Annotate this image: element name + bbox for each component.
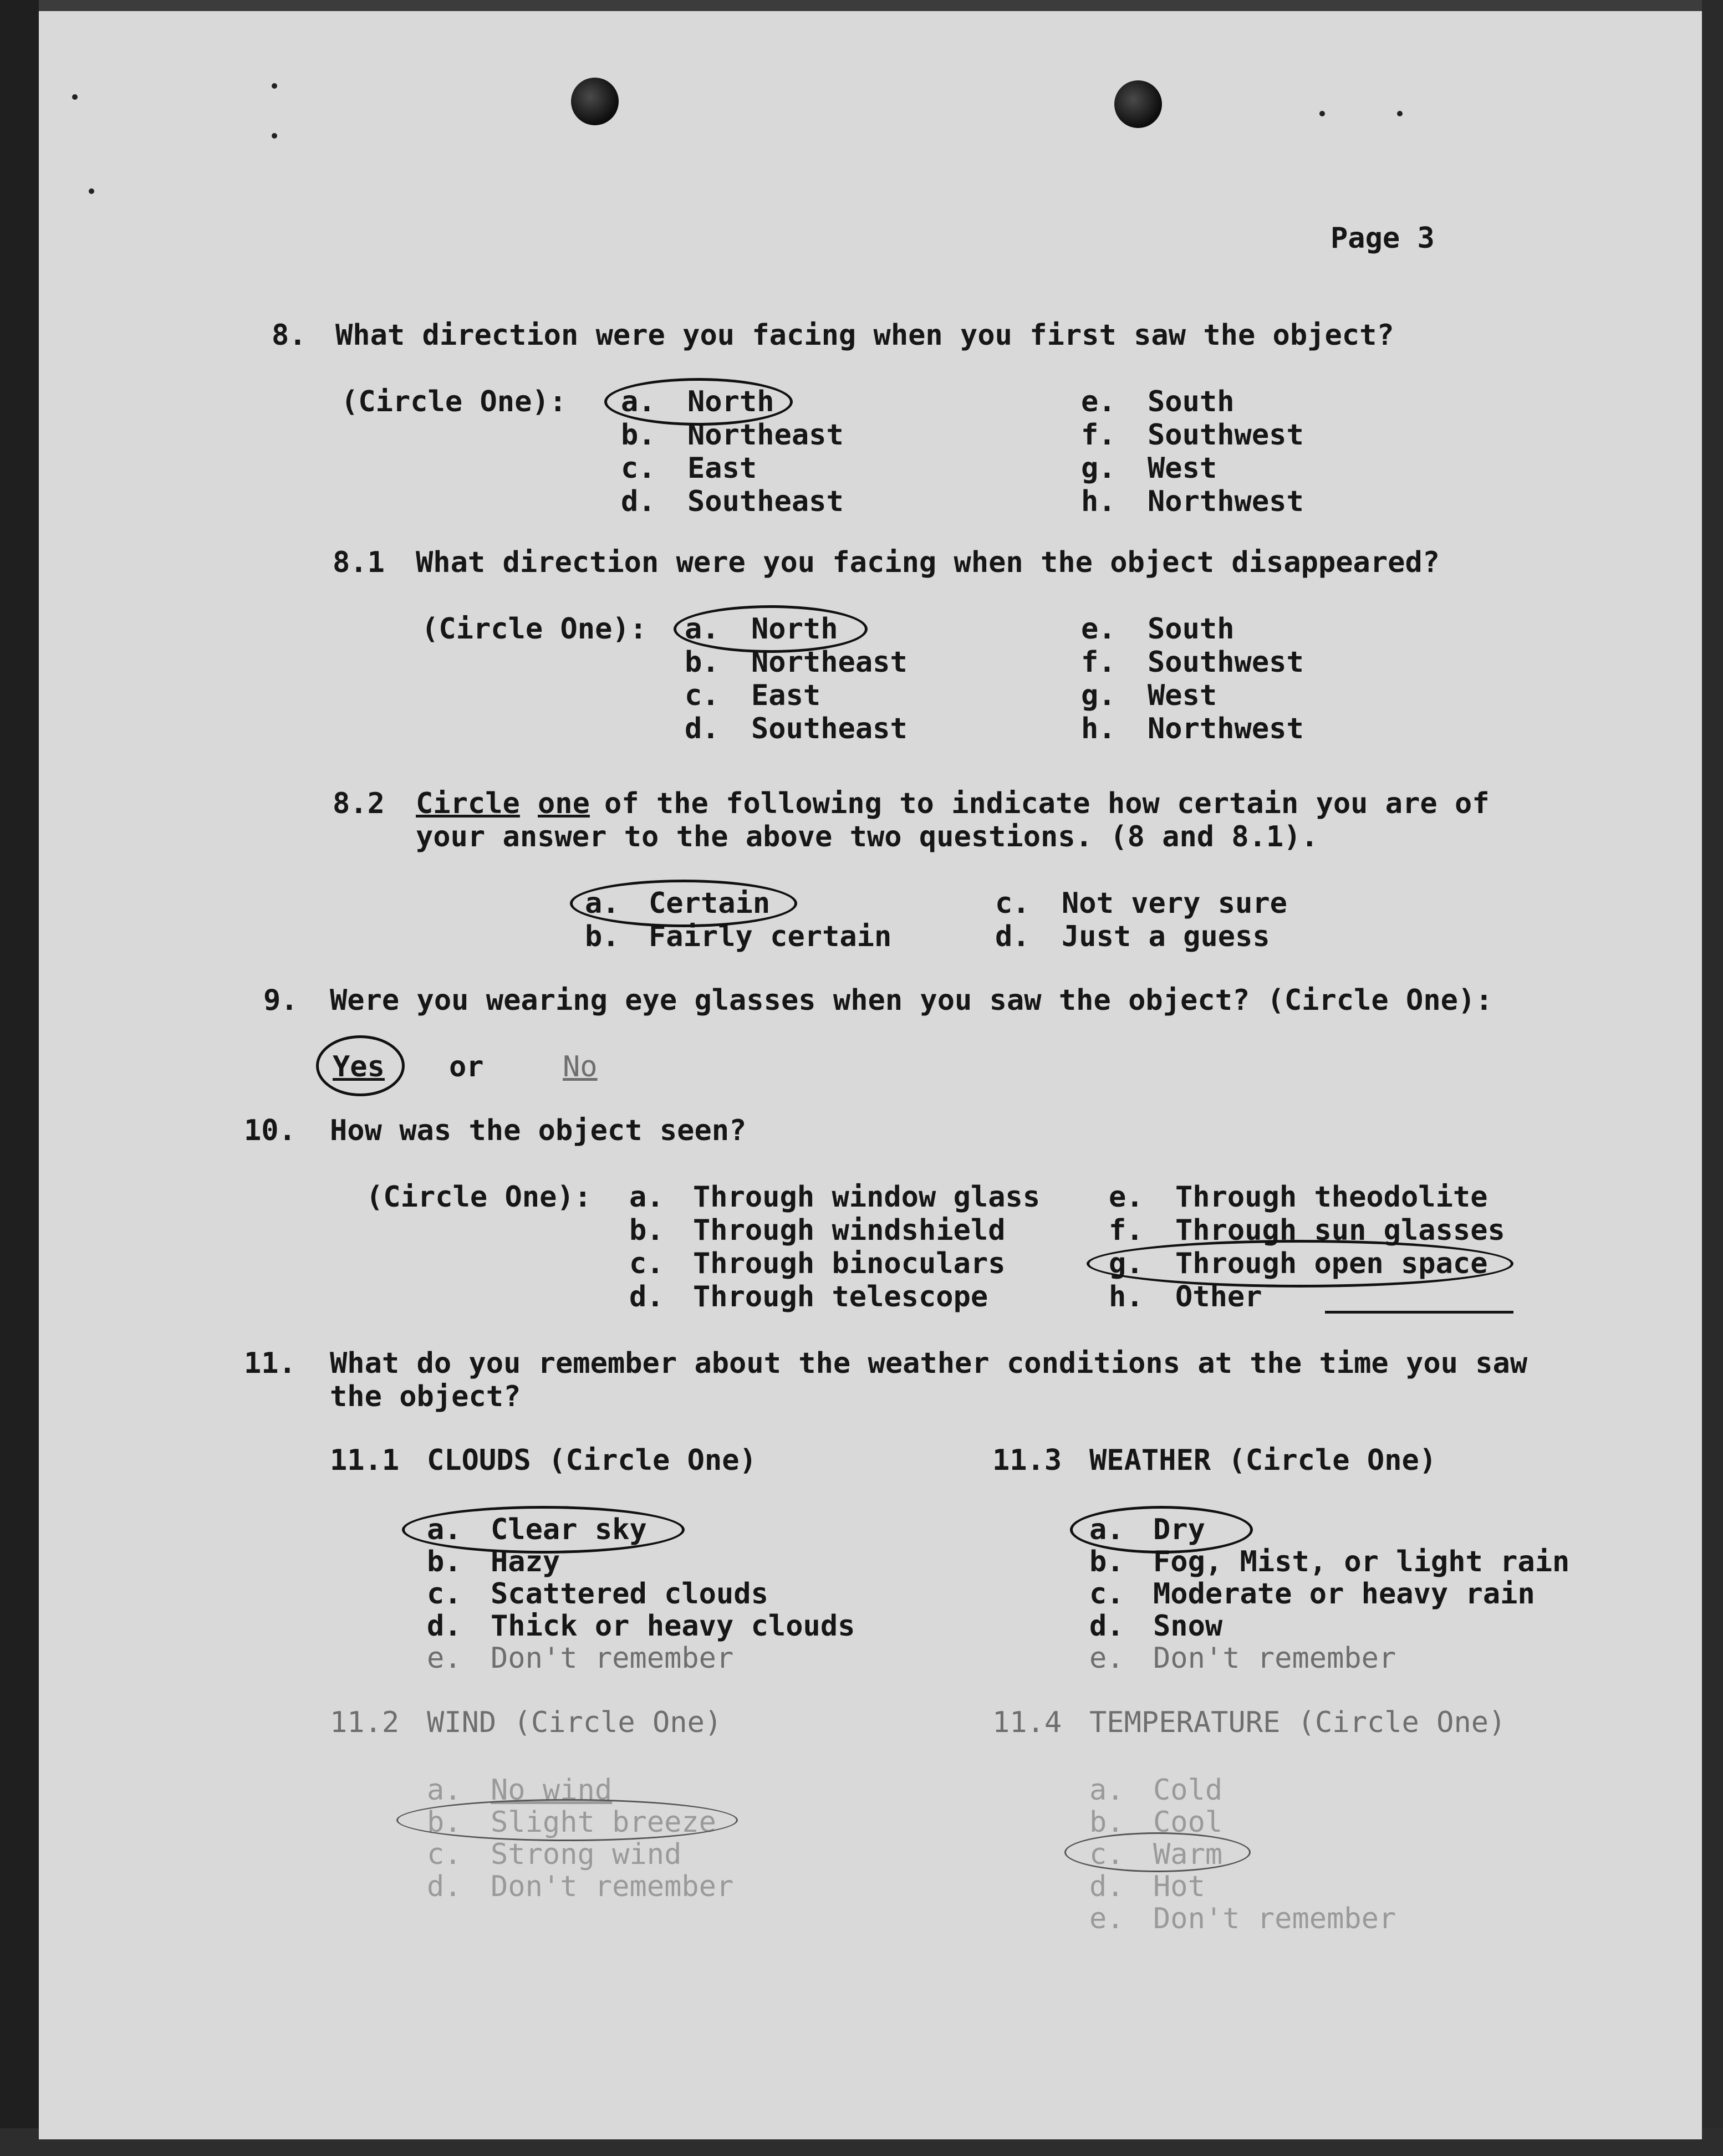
option-east[interactable]: East xyxy=(751,679,821,712)
question-text: What direction were you facing when the object disappeared? xyxy=(416,546,1440,579)
option-letter: c. xyxy=(427,1577,462,1611)
option-snow[interactable]: Snow xyxy=(1153,1610,1223,1643)
option-letter: h. xyxy=(1109,1280,1144,1314)
option-moderate-rain[interactable]: Moderate or heavy rain xyxy=(1153,1577,1535,1611)
selection-circle xyxy=(1064,1832,1251,1872)
option-letter: b. xyxy=(427,1545,462,1578)
option-no-wind[interactable]: No wind xyxy=(491,1774,613,1807)
option-thick-clouds[interactable]: Thick or heavy clouds xyxy=(491,1610,855,1643)
option-letter: d. xyxy=(621,485,656,518)
option-letter: a. xyxy=(629,1181,664,1214)
option-letter: e. xyxy=(427,1642,462,1675)
page-number: Page 3 xyxy=(1331,222,1435,255)
option-clear-sky[interactable]: Clear sky xyxy=(491,1513,647,1546)
question-number: 9. xyxy=(263,984,298,1017)
option-fog-mist[interactable]: Fog, Mist, or light rain xyxy=(1153,1545,1570,1578)
option-dont-remember[interactable]: Don't remember xyxy=(1153,1902,1396,1935)
instruction: (Circle One): xyxy=(341,385,567,418)
option-letter: e. xyxy=(1089,1642,1124,1675)
option-letter: c. xyxy=(1089,1838,1124,1871)
option-windshield[interactable]: Through windshield xyxy=(693,1214,1006,1247)
scan-speck xyxy=(272,83,277,89)
option-letter: a. xyxy=(585,887,620,920)
question-text: your answer to the above two questions. (8 and 8.1). xyxy=(416,820,1318,854)
option-letter: d. xyxy=(427,1610,462,1643)
option-window-glass[interactable]: Through window glass xyxy=(693,1181,1041,1214)
option-southeast[interactable]: Southeast xyxy=(687,485,844,518)
option-letter: f. xyxy=(1081,646,1116,679)
document-page xyxy=(39,11,1702,2139)
punch-hole-left xyxy=(571,78,619,125)
other-blank-line[interactable] xyxy=(1325,1311,1513,1314)
selection-circle xyxy=(1087,1240,1513,1288)
option-southwest[interactable]: Southwest xyxy=(1148,418,1304,452)
option-letter: a. xyxy=(685,612,720,646)
option-letter: g. xyxy=(1081,452,1116,485)
option-east[interactable]: East xyxy=(687,452,757,485)
subsection-number: 11.1 xyxy=(330,1444,400,1477)
scan-speck xyxy=(272,133,277,139)
option-letter: g. xyxy=(1109,1247,1144,1280)
option-letter: g. xyxy=(1081,679,1116,712)
option-theodolite[interactable]: Through theodolite xyxy=(1175,1181,1488,1214)
subsection-number: 11.2 xyxy=(330,1706,400,1739)
option-letter: f. xyxy=(1081,418,1116,452)
scan-speck xyxy=(89,188,94,194)
option-letter: b. xyxy=(1089,1545,1124,1578)
option-southwest[interactable]: Southwest xyxy=(1148,646,1304,679)
option-certain[interactable]: Certain xyxy=(649,887,771,920)
option-letter: b. xyxy=(629,1214,664,1247)
option-warm[interactable]: Warm xyxy=(1153,1838,1223,1871)
question-text: What do you remember about the weather conditions at the time you saw xyxy=(330,1347,1528,1380)
option-dry[interactable]: Dry xyxy=(1153,1513,1205,1546)
option-letter: h. xyxy=(1081,485,1116,518)
question-text: What direction were you facing when you first saw the object? xyxy=(335,319,1394,352)
option-cold[interactable]: Cold xyxy=(1153,1774,1223,1807)
option-slight-breeze[interactable]: Slight breeze xyxy=(491,1806,716,1839)
option-northwest[interactable]: Northwest xyxy=(1148,712,1304,745)
option-west[interactable]: West xyxy=(1148,452,1217,485)
option-sun-glasses[interactable]: Through sun glasses xyxy=(1175,1214,1505,1247)
option-north[interactable]: North xyxy=(751,612,838,646)
option-southeast[interactable]: Southeast xyxy=(751,712,908,745)
option-letter: d. xyxy=(1089,1610,1124,1643)
scan-edge-right xyxy=(1702,0,1723,2156)
option-letter: e. xyxy=(1081,385,1116,418)
option-letter: b. xyxy=(427,1806,462,1839)
scan-edge-left xyxy=(0,0,39,2156)
option-hot[interactable]: Hot xyxy=(1153,1870,1205,1903)
option-letter: f. xyxy=(1109,1214,1144,1247)
option-letter: b. xyxy=(621,418,656,452)
option-just-a-guess[interactable]: Just a guess xyxy=(1062,920,1270,953)
question-number: 8.2 xyxy=(333,787,385,820)
option-dont-remember[interactable]: Don't remember xyxy=(491,1642,734,1675)
underlined-word: one xyxy=(538,787,590,820)
option-telescope[interactable]: Through telescope xyxy=(693,1280,988,1314)
selection-circle xyxy=(316,1035,405,1096)
option-letter: d. xyxy=(685,712,720,745)
option-letter: a. xyxy=(1089,1513,1124,1546)
underlined-word: Circle xyxy=(416,787,520,820)
option-letter: h. xyxy=(1081,712,1116,745)
subsection-number: 11.4 xyxy=(992,1706,1062,1739)
question-number: 8.1 xyxy=(333,546,385,579)
option-letter: a. xyxy=(427,1774,462,1807)
option-letter: b. xyxy=(1089,1806,1124,1839)
question-number: 8. xyxy=(272,319,307,352)
option-letter: c. xyxy=(685,679,720,712)
option-letter: d. xyxy=(427,1870,462,1903)
option-letter: a. xyxy=(621,385,656,418)
option-south[interactable]: South xyxy=(1148,612,1235,646)
question-text: How was the object seen? xyxy=(330,1114,747,1147)
option-letter: c. xyxy=(427,1838,462,1871)
subsection-title: WIND (Circle One) xyxy=(427,1706,722,1739)
option-letter: d. xyxy=(1089,1870,1124,1903)
option-letter: b. xyxy=(685,646,720,679)
option-letter: b. xyxy=(585,920,620,953)
option-other[interactable]: Other xyxy=(1175,1280,1262,1314)
option-letter: d. xyxy=(995,920,1030,953)
subsection-title: TEMPERATURE (Circle One) xyxy=(1089,1706,1506,1739)
question-number: 10. xyxy=(244,1114,296,1147)
or-label: or xyxy=(449,1050,484,1084)
option-letter: c. xyxy=(621,452,656,485)
option-binoculars[interactable]: Through binoculars xyxy=(693,1247,1006,1280)
option-dont-remember[interactable]: Don't remember xyxy=(1153,1642,1396,1675)
option-letter: c. xyxy=(629,1247,664,1280)
selection-circle xyxy=(1070,1506,1253,1554)
option-northwest[interactable]: Northwest xyxy=(1148,485,1304,518)
selection-circle xyxy=(402,1506,685,1554)
subsection-title: WEATHER (Circle One) xyxy=(1089,1444,1437,1477)
option-no[interactable]: No xyxy=(563,1050,598,1084)
option-letter: d. xyxy=(629,1280,664,1314)
selection-circle xyxy=(570,880,797,927)
option-letter: e. xyxy=(1089,1902,1124,1935)
option-letter: a. xyxy=(427,1513,462,1546)
question-text: the object? xyxy=(330,1380,521,1413)
question-number: 11. xyxy=(244,1347,296,1380)
option-dont-remember[interactable]: Don't remember xyxy=(491,1870,734,1903)
subsection-title: CLOUDS (Circle One) xyxy=(427,1444,757,1477)
option-yes[interactable]: Yes xyxy=(333,1050,385,1084)
option-strong-wind[interactable]: Strong wind xyxy=(491,1838,682,1871)
option-north[interactable]: North xyxy=(687,385,774,418)
option-south[interactable]: South xyxy=(1148,385,1235,418)
question-text: Were you wearing eye glasses when you saw the object? (Circle One): xyxy=(330,984,1493,1017)
instruction: (Circle One): xyxy=(366,1181,592,1214)
selection-circle xyxy=(396,1799,738,1841)
option-northeast[interactable]: Northeast xyxy=(687,418,844,452)
punch-hole-right xyxy=(1114,80,1162,128)
scan-speck xyxy=(1397,111,1403,116)
option-letter: e. xyxy=(1081,612,1116,646)
subsection-number: 11.3 xyxy=(992,1444,1062,1477)
option-fairly-certain[interactable]: Fairly certain xyxy=(649,920,892,953)
option-not-very-sure[interactable]: Not very sure xyxy=(1062,887,1287,920)
scan-speck xyxy=(72,94,78,100)
option-open-space[interactable]: Through open space xyxy=(1175,1247,1488,1280)
selection-circle xyxy=(604,378,793,426)
option-west[interactable]: West xyxy=(1148,679,1217,712)
option-letter: c. xyxy=(1089,1577,1124,1611)
option-letter: e. xyxy=(1109,1181,1144,1214)
option-letter: a. xyxy=(1089,1774,1124,1807)
selection-circle xyxy=(674,605,868,653)
scan-speck xyxy=(1319,111,1325,116)
instruction: (Circle One): xyxy=(421,612,647,646)
option-hazy[interactable]: Hazy xyxy=(491,1545,560,1578)
option-northeast[interactable]: Northeast xyxy=(751,646,908,679)
option-scattered-clouds[interactable]: Scattered clouds xyxy=(491,1577,768,1611)
option-cool[interactable]: Cool xyxy=(1153,1806,1223,1839)
question-text: of the following to indicate how certain you are of xyxy=(604,787,1490,820)
option-letter: c. xyxy=(995,887,1030,920)
